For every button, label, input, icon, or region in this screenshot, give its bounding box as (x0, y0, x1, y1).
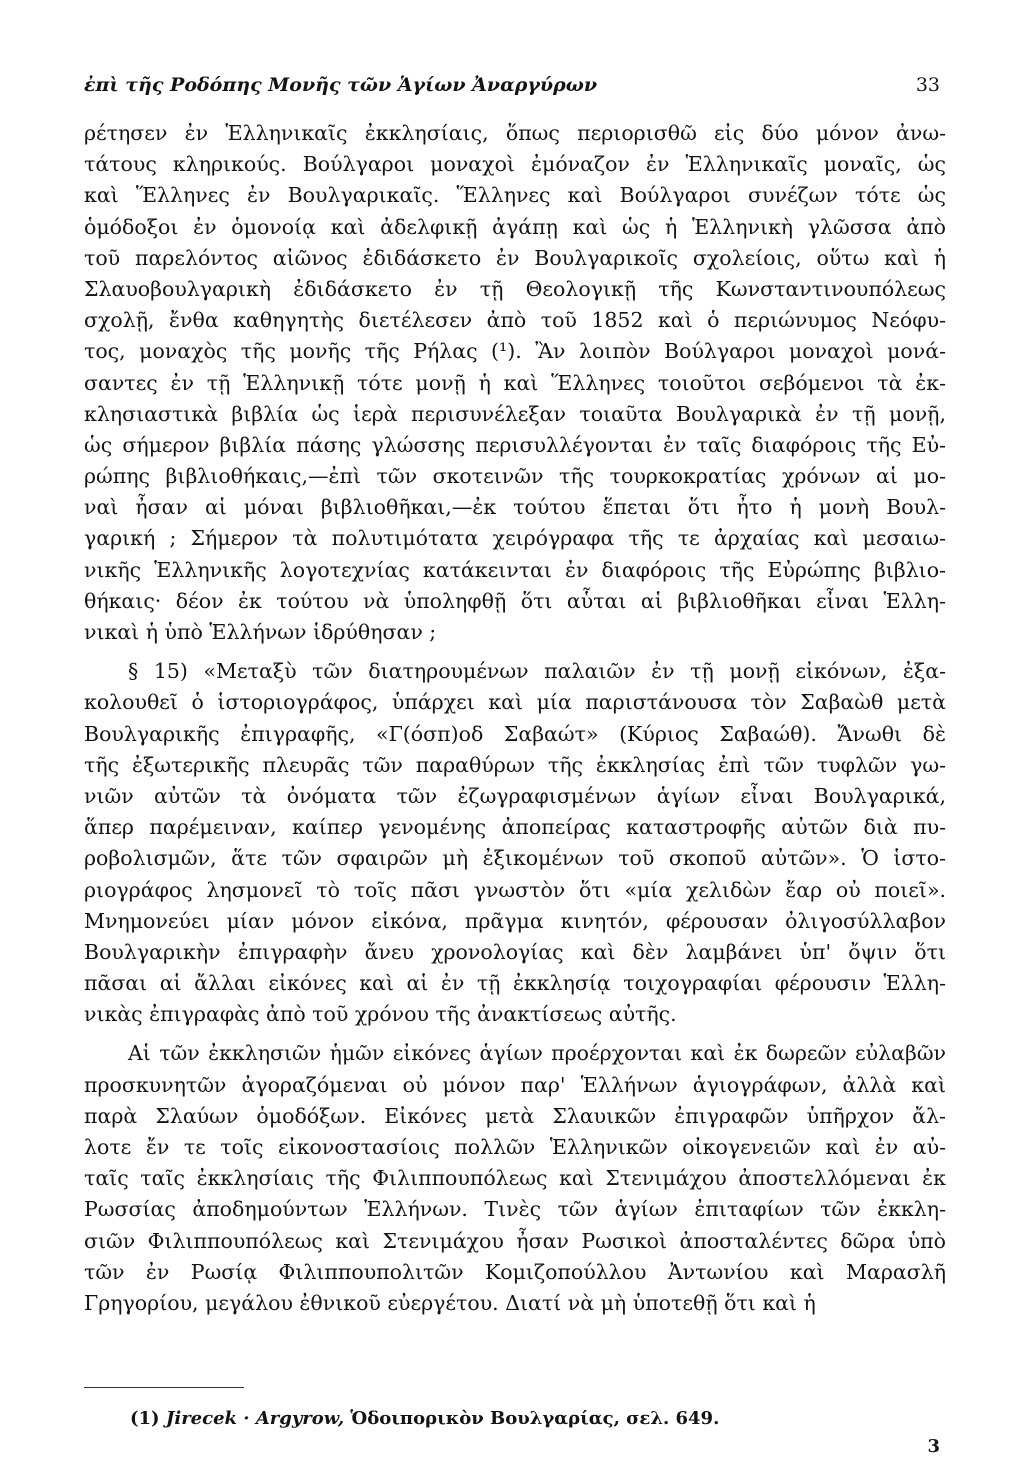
text-line: νιῶν αὐτῶν τὰ ὀνόματα τῶν ἐζωγραφισμένων ἁγίων εἶναι Βουλγαρικά, (84, 783, 946, 808)
text-line: τῶν ἐν Ρωσίᾳ Φιλιππουπολιτῶν Κομιζοπούλλου Ἀντωνίου καὶ Μαρασλῆ (84, 1259, 946, 1284)
text-line: τῆς ἐξωτερικῆς πλευρᾶς τῶν παραθύρων τῆς ἐκκλησίας ἐπὶ τῶν τυφλῶν γω- (84, 752, 946, 777)
text-line: κολουθεῖ ὁ ἱστοριογράφος, ὑπάρχει καὶ μία παριστάνουσα τὸν Σαβαὼθ μετὰ (84, 690, 946, 715)
running-head (84, 74, 940, 100)
text-line: τοῦ παρελόντος αἰῶνος ἐδιδάσκετο ἐν Βουλγαρικοῖς σχολείοις, οὕτω καὶ ἡ (84, 245, 946, 270)
text-line: Βουλγαρικὴν ἐπιγραφὴν ἄνευ χρονολογίας καὶ δὲν λαμβάνει ὑπ' ὄψιν ὅτι (84, 939, 946, 964)
text-line: σαντες ἐν τῇ Ἑλληνικῇ τότε μονῇ ἡ καὶ Ἕλληνες τοιοῦτοι σεβόμενοι τὰ ἐκ- (84, 370, 946, 395)
text-line: ριογράφος λησμονεῖ τὸ τοῖς πᾶσι γνωστὸν ὅτι «μία χελιδὼν ἔαρ οὐ ποιεῖ». (84, 877, 946, 902)
page-number: 33 (915, 74, 940, 96)
text-line: σχολῇ, ἔνθα καθηγητὴς διετέλεσεν ἀπὸ τοῦ 1852 καὶ ὁ περιώνυμος Νεόφυ- (84, 308, 946, 333)
text-line: ρώπης βιβλιοθήκαις,—ἐπὶ τῶν σκοτεινῶν τῆς τουρκοκρατίας χρόνων αἱ μο- (84, 464, 946, 489)
text-line: Μνημονεύει μίαν μόνον εἰκόνα, πρᾶγμα κινητόν, φέρουσαν ὀλιγοσύλλαβον (84, 908, 946, 933)
text-line: νικὰς ἐπιγραφὰς ἀπὸ τοῦ χρόνου τῆς ἀνακτίσεως αὐτῆς. (84, 1002, 677, 1027)
text-line: πᾶσαι αἱ ἄλλαι εἰκόνες καὶ αἱ ἐν τῇ ἐκκλησίᾳ τοιχογραφίαι φέρουσιν Ἑλλη- (84, 971, 946, 996)
text-line: ὁμόδοξοι ἐν ὁμονοίᾳ καὶ ἀδελφικῇ ἀγάπῃ καὶ ὡς ἡ Ἑλληνικὴ γλῶσσα ἀπὸ (84, 214, 946, 239)
footnote (130, 1408, 719, 1429)
text-line: Αἱ τῶν ἐκκλησιῶν ἡμῶν εἰκόνες ἁγίων προέρχονται καὶ ἐκ δωρεῶν εὐλαβῶν (128, 1041, 946, 1066)
text-line: ταῖς ταῖς ἐκκλησίαις τῆς Φιλιππουπόλεως καὶ Στενιμάχου ἀποστελλόμεναι ἐκ (84, 1166, 946, 1191)
text-line: καὶ Ἕλληνες ἐν Βουλγαρικαῖς. Ἕλληνες καὶ Βούλγαροι συνέζων τότε ὡς (84, 183, 946, 208)
text-line: ὡς σήμερον βιβλία πάσης γλώσσης περισυλλέγονται ἐν ταῖς διαφόροις τῆς Εὐ- (84, 432, 946, 457)
paragraph (84, 1038, 946, 1319)
text-line: προσκυνητῶν ἀγοραζόμεναι οὐ μόνον παρ' Ἑλλήνων ἁγιογράφων, ἀλλὰ καὶ (84, 1072, 946, 1097)
text-line: θήκαις· δέον ἐκ τούτου νὰ ὑποληφθῇ ὅτι αὗται αἱ βιβλιοθῆκαι εἶναι Ἑλλη- (84, 588, 946, 613)
footnote-marker: (1) (130, 1408, 160, 1429)
paragraph-gap (84, 1030, 946, 1038)
running-title: ἐπὶ τῆς Ροδόπης Μονῆς τῶν Ἁγίων Ἀναργύρων (84, 74, 597, 96)
text-line: ναὶ ἦσαν αἱ μόναι βιβλιοθῆκαι,—ἐκ τούτου ἕπεται ὅτι ἦτο ἡ μονὴ Βουλ- (84, 495, 946, 520)
paragraph (84, 118, 946, 648)
text-line: παρὰ Σλαύων ὁμοδόξων. Εἰκόνες μετὰ Σλαυικῶν ἐπιγραφῶν ὑπῆρχον ἄλ- (84, 1103, 946, 1128)
text-line: Ρωσσίας ἀποδημούντων Ἑλλήνων. Τινὲς τῶν ἁγίων ἐπιταφίων τῶν ἐκκλη- (84, 1197, 946, 1222)
text-line: σιῶν Φιλιππουπόλεως καὶ Στενιμάχου ἦσαν Ρωσικοὶ ἀποσταλέντες δῶρα ὑπὸ (84, 1228, 946, 1253)
text-line: νικαὶ ἡ ὑπὸ Ἑλλήνων ἱδρύθησαν ; (84, 620, 437, 644)
footnote-author: Jirecek · Argyrow, (165, 1408, 345, 1429)
footnote-rule (84, 1387, 244, 1388)
signature-mark: 3 (927, 1436, 940, 1457)
text-line: λοτε ἔν τε τοῖς εἰκονοστασίοις πολλῶν Ἑλληνικῶν οἰκογενειῶν καὶ ἐν αὐ- (84, 1135, 946, 1159)
footnote-text: Ὁδοιπορικὸν Βουλγαρίας, σελ. 649. (350, 1408, 720, 1429)
text-line: ρέτησεν ἐν Ἑλληνικαῖς ἐκκλησίαις, ὅπως περιορισθῶ εἰς δύο μόνον ἀνω- (84, 121, 946, 145)
text-line: νικῆς Ἑλληνικῆς λογοτεχνίας κατάκεινται ἐν διαφόροις τῆς Εὐρώπης βιβλιο- (84, 557, 946, 582)
text-line: κλησιαστικὰ βιβλία ὡς ἱερὰ περισυνέλεξαν τοιαῦτα Βουλγαρικὰ ἐν τῇ μονῇ, (84, 401, 946, 426)
text-line: ροβολισμῶν, ἅτε τῶν σφαιρῶν μὴ ἐξικομένων τοῦ σκοποῦ αὐτῶν». Ὁ ἱστο- (84, 846, 946, 871)
text-line: τος, μοναχὸς τῆς μονῆς τῆς Ρήλας (¹). Ἂν λοιπὸν Βούλγαροι μοναχοὶ μονά- (84, 339, 946, 364)
text-line: ἅπερ παρέμειναν, καίπερ γενομένης ἀποπείρας καταστροφῆς αὐτῶν διὰ πυ- (84, 815, 946, 840)
text-line: § 15) «Μεταξὺ τῶν διατηρουμένων παλαιῶν ἐν τῇ μονῇ εἰκόνων, ἐξα- (128, 659, 946, 684)
text-line: Σλαυοβουλγαρικὴ ἐδιδάσκετο ἐν τῇ Θεολογικῇ τῆς Κωνσταντινουπόλεως (84, 276, 946, 301)
text-line: γαρική ; Σήμερον τὰ πολυτιμότατα χειρόγραφα τῆς τε ἀρχαίας καὶ μεσαιω- (84, 526, 946, 551)
text-line: Γρηγορίου, μεγάλου ἐθνικοῦ εὐεργέτου. Διατί νὰ μὴ ὑποτεθῇ ὅτι καὶ ἡ (84, 1290, 816, 1315)
text-line: Βουλγαρικῆς ἐπιγραφῆς, «Γ(όσπ)οδ Σαβαώτ» (Κύριος Σαβαώθ). Ἄνωθι δὲ (84, 721, 946, 746)
body-text (84, 118, 946, 1319)
text-line: τάτους κληρικούς. Βούλγαροι μοναχοὶ ἐμόναζον ἐν Ἑλληνικαῖς μοναῖς, ὡς (84, 152, 946, 177)
paragraph (84, 656, 946, 1030)
paragraph-gap (84, 648, 946, 656)
